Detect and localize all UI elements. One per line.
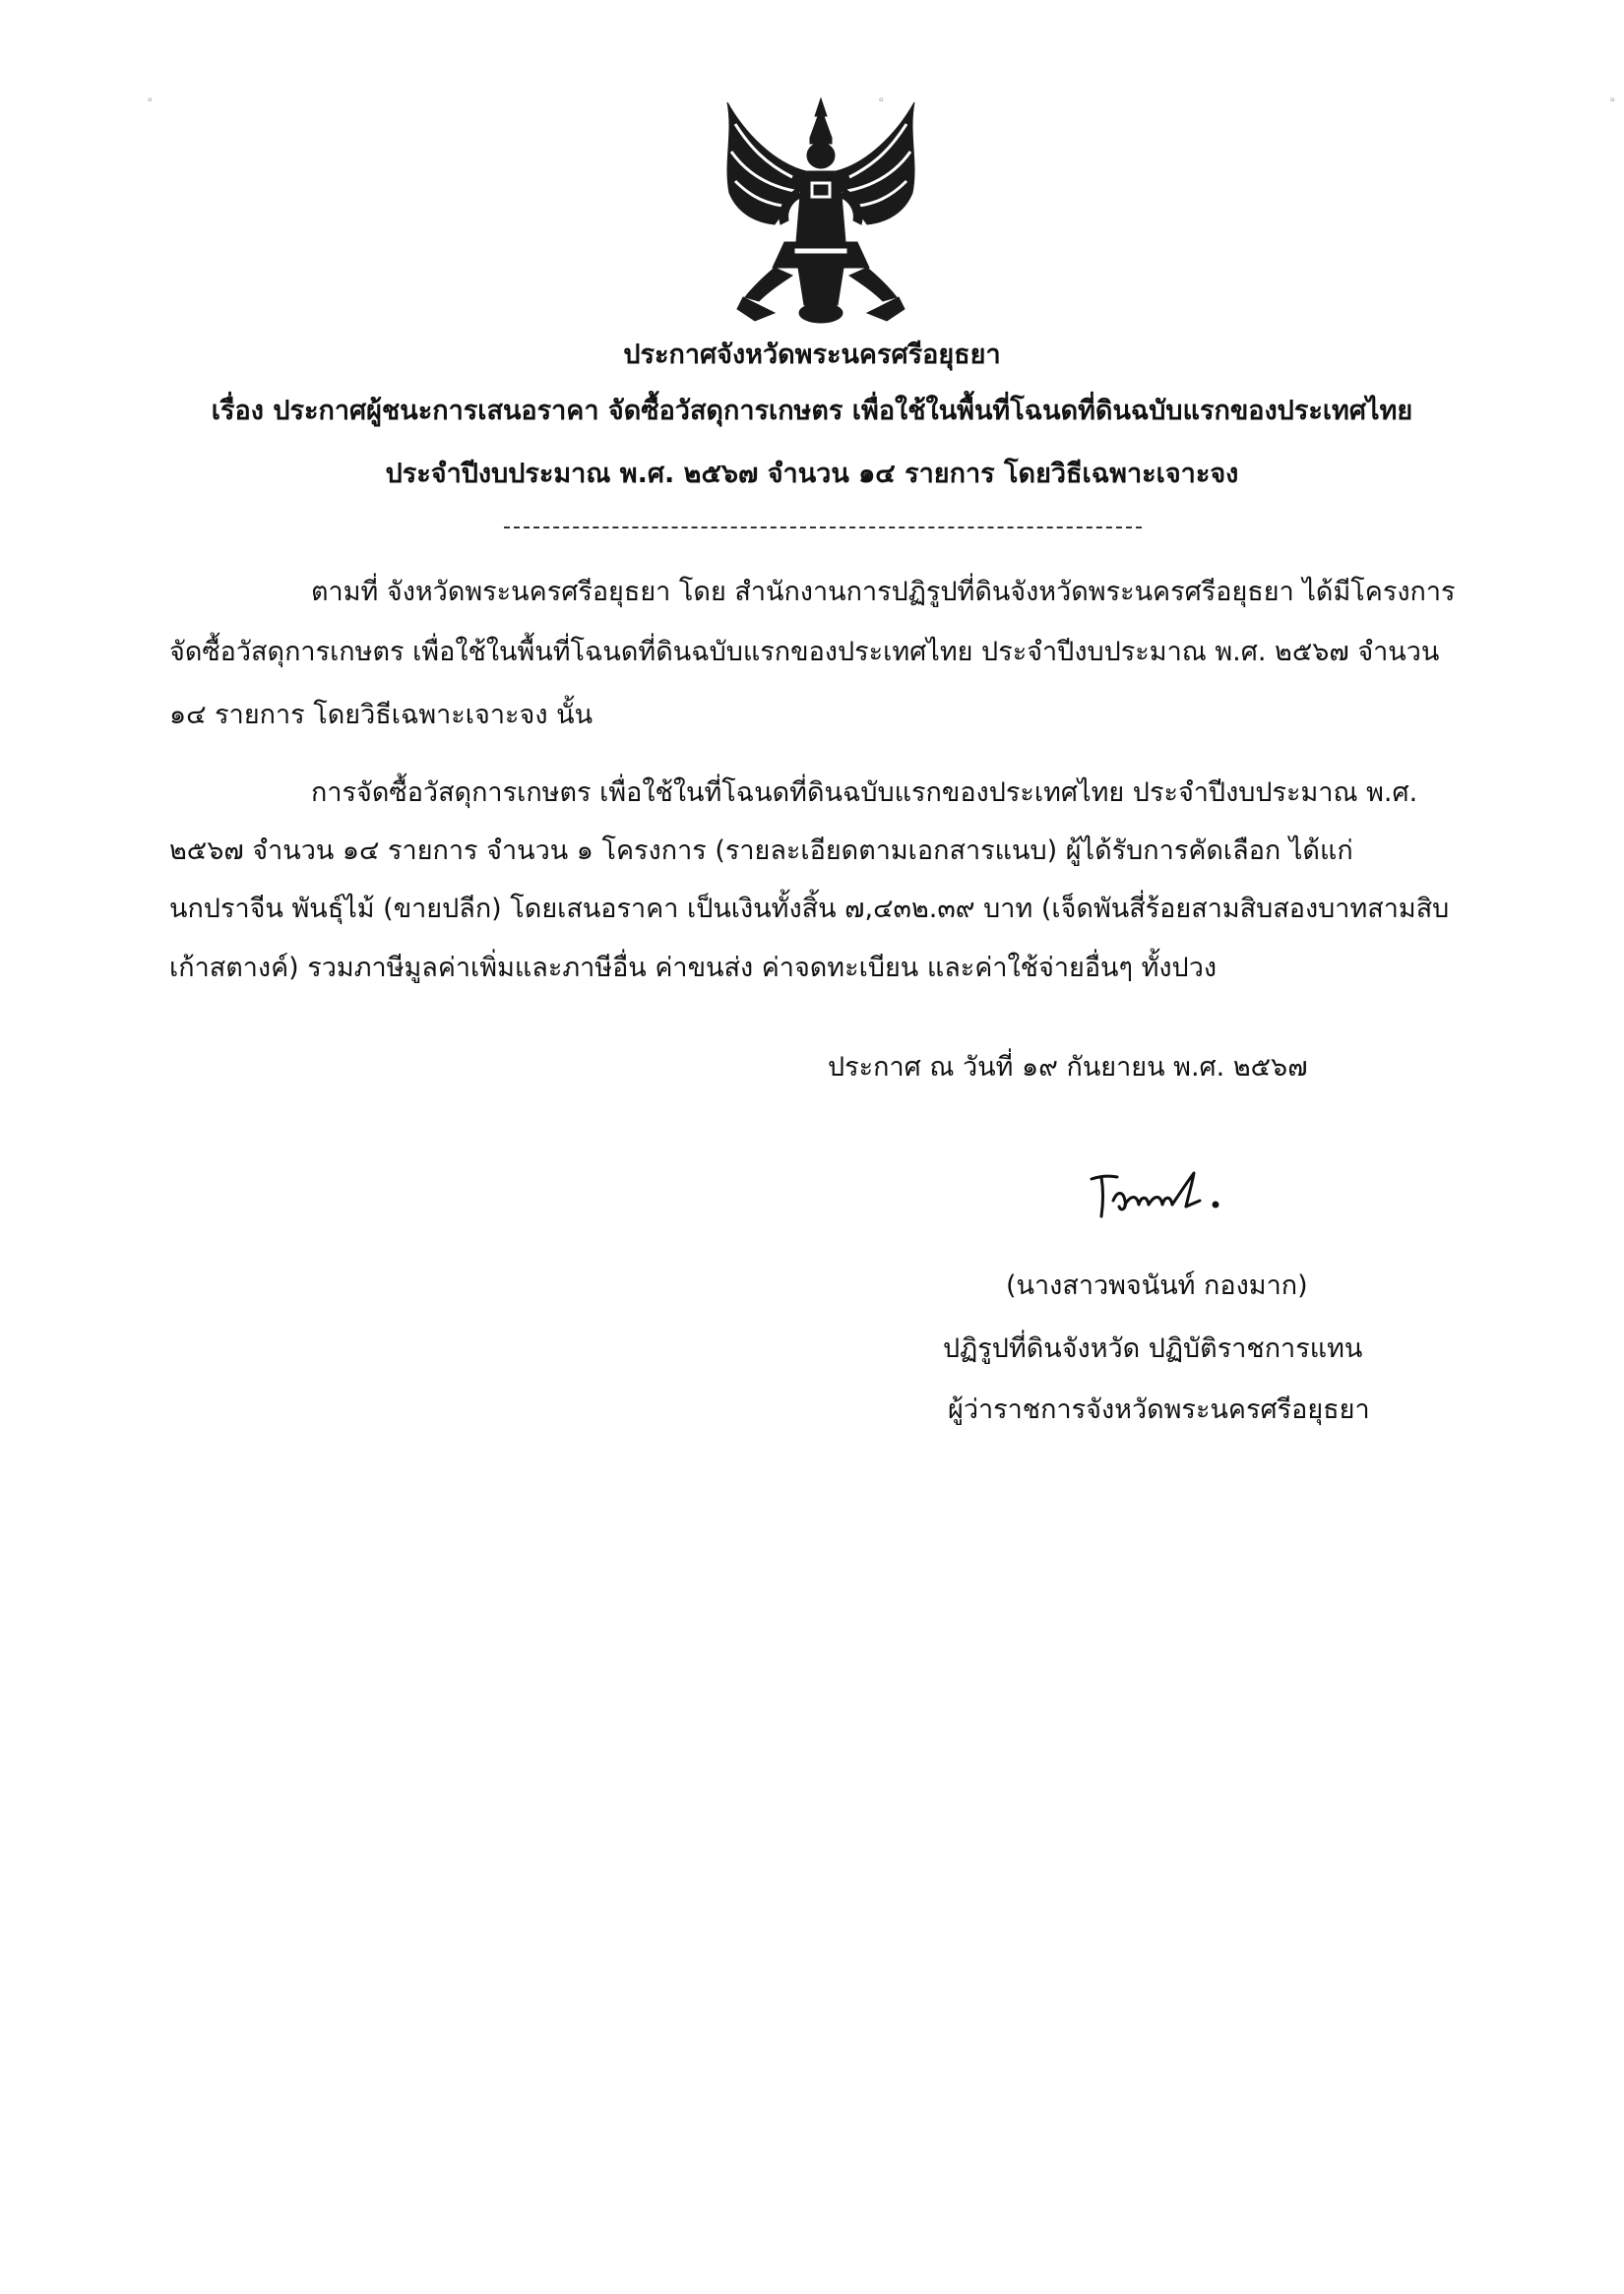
header-divider [504, 527, 1142, 528]
body-paragraph1-line: ๑๔ รายการ โดยวิธีเฉพาะเจาะจง นั้น [169, 700, 593, 730]
scan-speck: ᵒ [879, 94, 884, 108]
body-paragraph1-line: จัดซื้อวัสดุการเกษตร เพื่อใช้ในพื้นที่โฉนดที่ดินฉบับแรกของประเทศไทย ประจำปีงบประมาณ พ.ศ. ๒๕๖๗ จำนวน [169, 637, 1440, 667]
signatory-position-line1: ปฏิรูปที่ดินจังหวัด ปฏิบัติราชการแทน [943, 1333, 1363, 1364]
signatory-name: (นางสาวพจนันท์ กองมาก) [1006, 1271, 1308, 1301]
body-paragraph2-line: การจัดซื้อวัสดุการเกษตร เพื่อใช้ในที่โฉนดที่ดินฉบับแรกของประเทศไทย ประจำปีงบประมาณ พ.ศ. [311, 777, 1418, 808]
signatory-position-line2: ผู้ว่าราชการจังหวัดพระนครศรีอยุธยา [948, 1395, 1370, 1425]
header-title-line3: ประจำปีงบประมาณ พ.ศ. ๒๕๖๗ จำนวน ๑๔ รายการ โดยวิธีเฉพาะเจาะจง [385, 459, 1239, 489]
body-paragraph2-line: ๒๕๖๗ จำนวน ๑๔ รายการ จำนวน ๑ โครงการ (รายละเอียดตามเอกสารแนบ) ผู้ได้รับการคัดเลือก ได้แก่ [169, 836, 1353, 866]
garuda-emblem-icon [716, 94, 926, 331]
body-paragraph1-line: ตามที่ จังหวัดพระนครศรีอยุธยา โดย สำนักงานการปฏิรูปที่ดินจังหวัดพระนครศรีอยุธยา ได้มีโครงการ [311, 577, 1456, 607]
header-title-line2: เรื่อง ประกาศผู้ชนะการเสนอราคา จัดซื้อวัสดุการเกษตร เพื่อใช้ในพื้นที่โฉนดที่ดินฉบับแรกของประเทศไทย [211, 396, 1413, 426]
body-paragraph2-line: เก้าสตางค์) รวมภาษีมูลค่าเพิ่มและภาษีอื่น ค่าขนส่ง ค่าจดทะเบียน และค่าใช้จ่ายอื่นๆ ทั้งปวง [169, 953, 1218, 983]
header-title-line1: ประกาศจังหวัดพระนครศรีอยุธยา [623, 340, 1001, 370]
scan-speck: ᵒ [1610, 94, 1615, 108]
body-paragraph2-line: นกปราจีน พันธุ์ไม้ (ขายปลีก) โดยเสนอราคา เป็นเงินทั้งสิ้น ๗,๔๓๒.๓๙ บาท (เจ็ดพันสี่ร้อยสามสิบสองบาทสามสิบ [169, 894, 1450, 924]
announcement-date: ประกาศ ณ วันที่ ๑๙ กันยายน พ.ศ. ๒๕๖๗ [828, 1052, 1308, 1083]
handwritten-signature [1078, 1161, 1250, 1230]
scan-speck: ᵒ [148, 94, 153, 108]
